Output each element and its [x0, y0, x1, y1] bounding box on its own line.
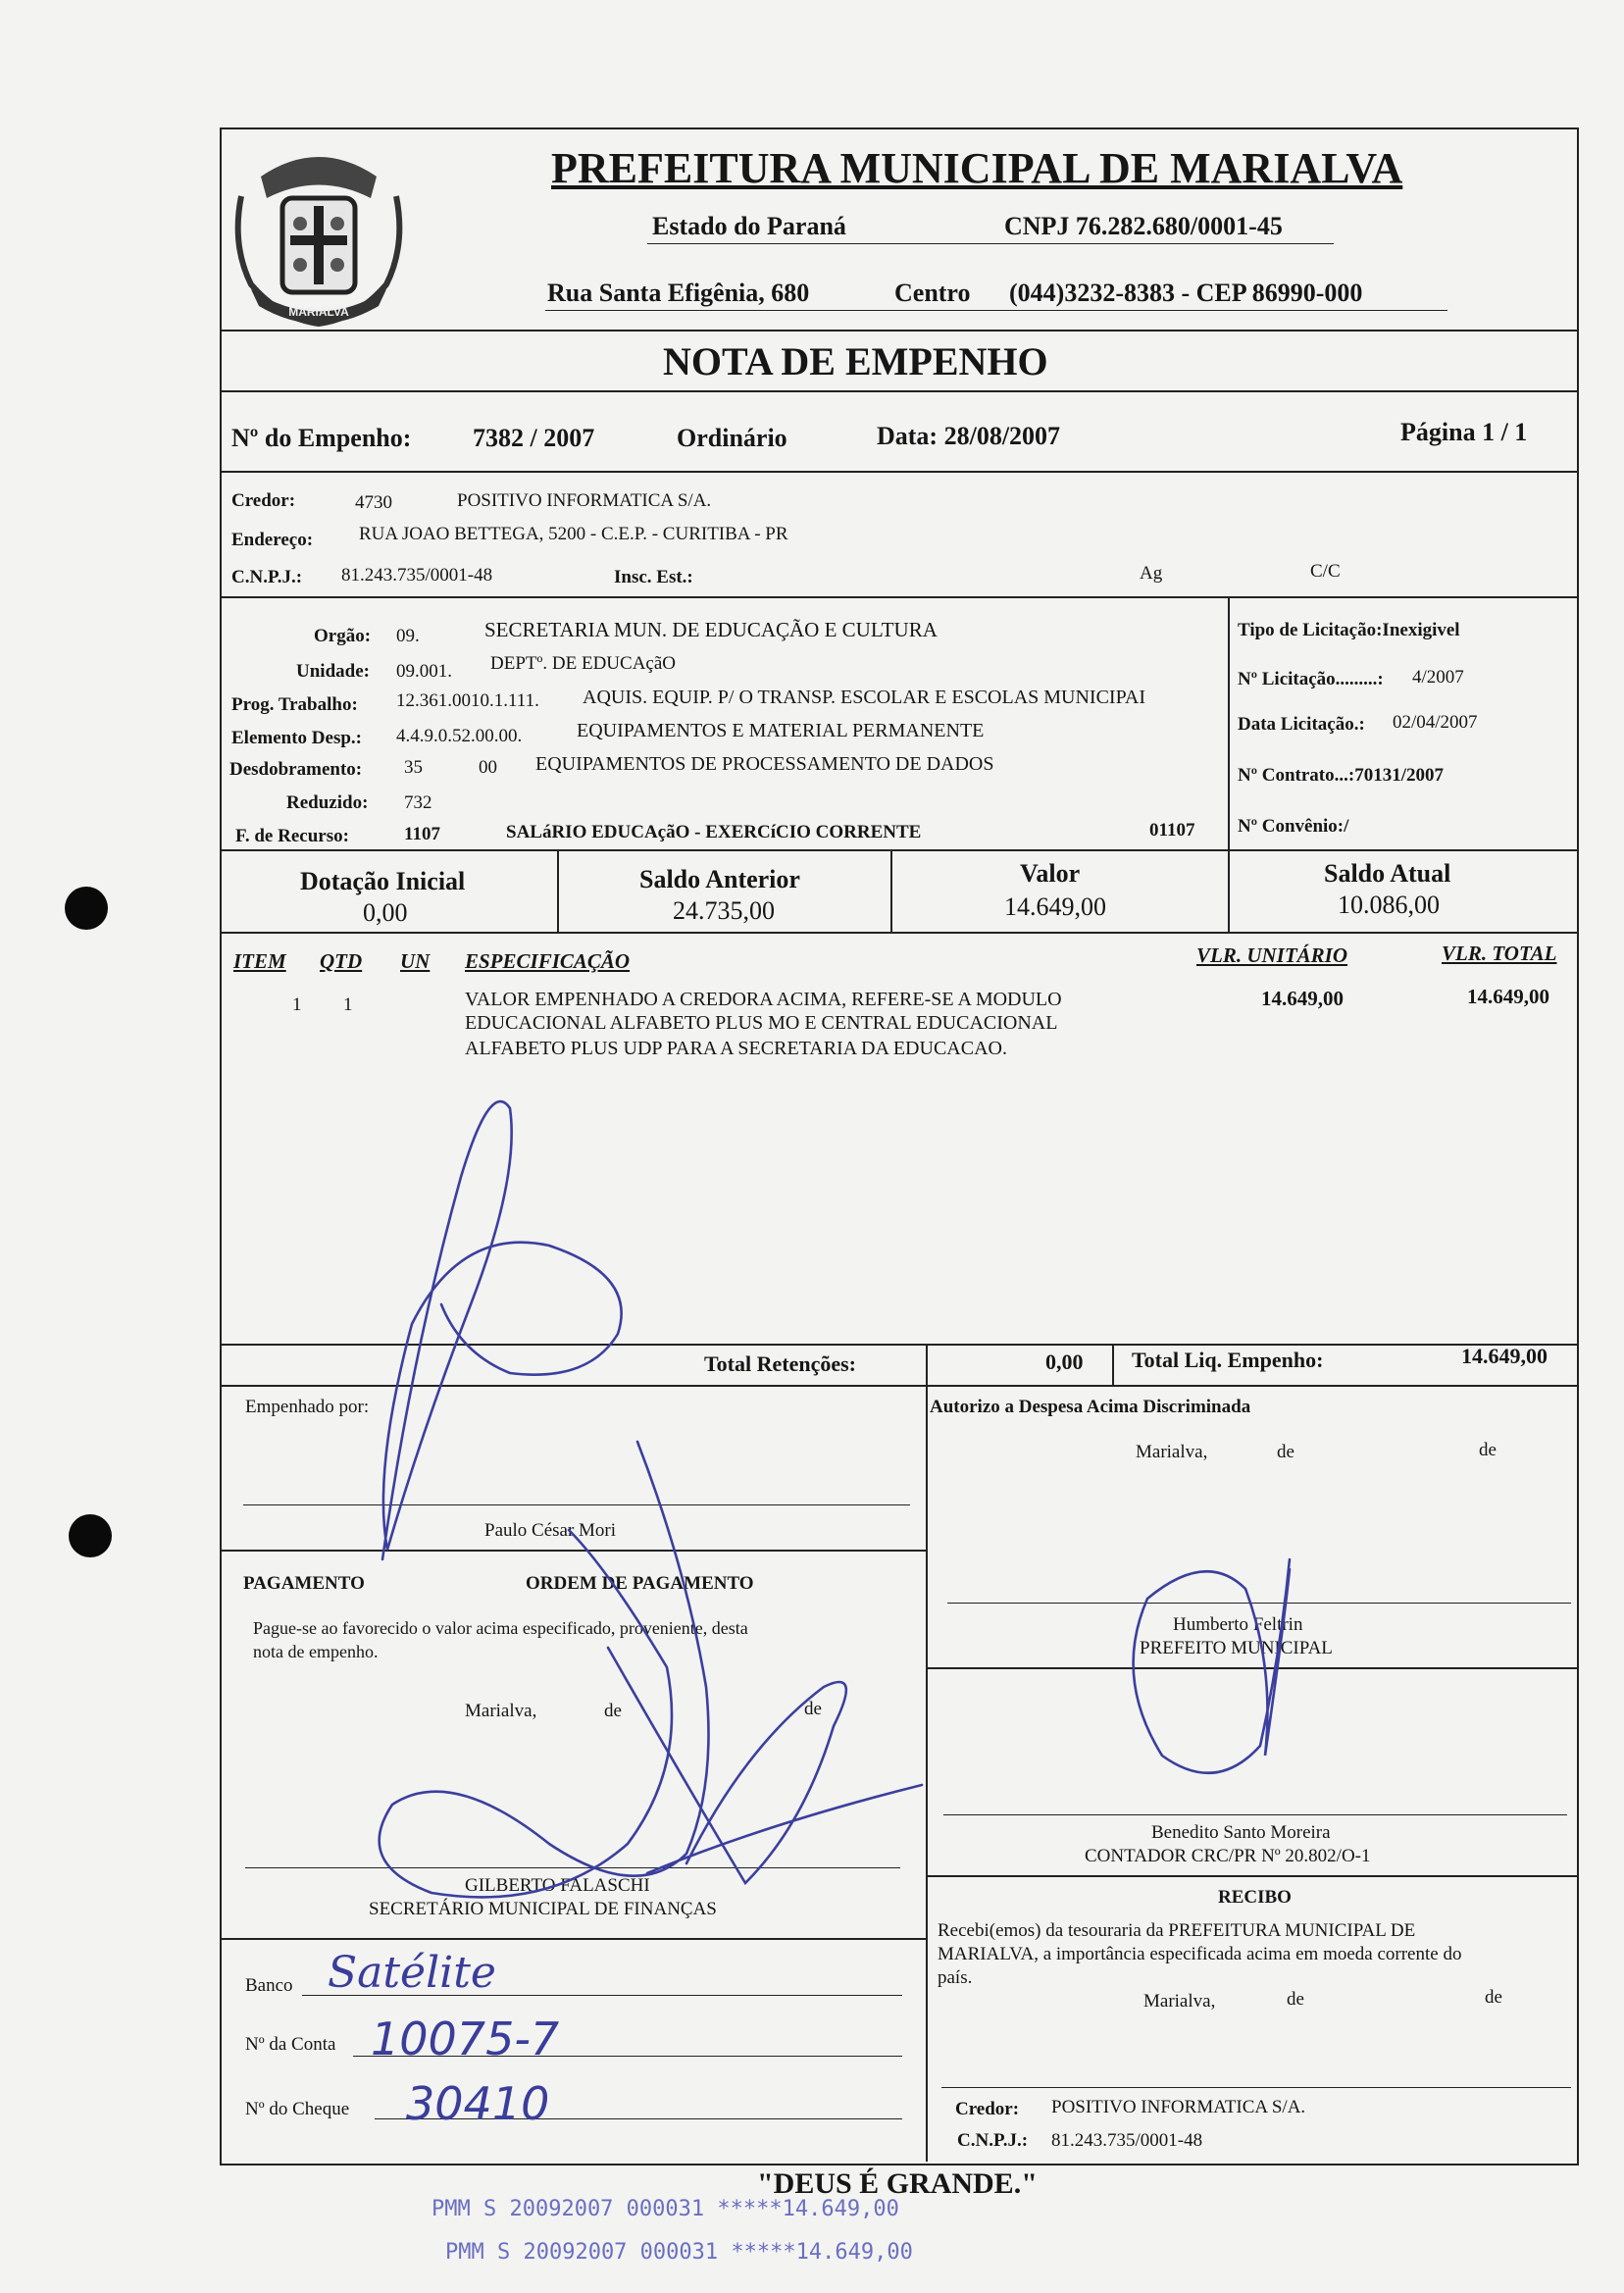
banco-handwritten: Satélite: [328, 1948, 496, 1998]
empenhado-name: Paulo César Mori: [484, 1520, 617, 1541]
finance-secretary-name: GILBERTO FALASCHI: [465, 1875, 650, 1896]
total-liq-label: Total Liq. Empenho:: [1132, 1348, 1324, 1372]
empenho-type: Ordinário: [677, 424, 787, 452]
recibo-de2: de: [1485, 1987, 1502, 2008]
desdobramento-desc: EQUIPAMENTOS DE PROCESSAMENTO DE DADOS: [535, 753, 994, 775]
signature-prefeito: [1134, 1559, 1290, 1773]
state-name: Estado do Paraná: [652, 212, 846, 240]
tipo-licitacao: Tipo de Licitação:Inexigivel: [1238, 620, 1460, 640]
recibo-credor-name: POSITIVO INFORMATICA S/A.: [1051, 2097, 1306, 2117]
document-title: NOTA DE EMPENHO: [663, 339, 1048, 383]
elemento-desc: EQUIPAMENTOS E MATERIAL PERMANENTE: [577, 720, 985, 741]
pagamento-label: PAGAMENTO: [243, 1573, 365, 1594]
autorizo-de2: de: [1479, 1440, 1497, 1460]
finance-secretary-title: SECRETÁRIO MUNICIPAL DE FINANÇAS: [369, 1899, 717, 1919]
spec-header: ESPECIFICAÇÃO: [465, 949, 631, 973]
recibo-de1: de: [1287, 1989, 1304, 2010]
total-retencoes-label: Total Retenções:: [704, 1351, 856, 1376]
reduzido-label: Reduzido:: [286, 792, 369, 813]
unidade-label: Unidade:: [296, 661, 370, 682]
municipality-cnpj: CNPJ 76.282.680/0001-45: [1004, 212, 1283, 240]
item-spec-line3: ALFABETO PLUS UDP PARA A SECRETARIA DA EDUCACAO.: [465, 1038, 1007, 1059]
pagamento-de2: de: [804, 1699, 822, 1719]
cnpj-label: C.N.P.J.:: [231, 567, 303, 587]
item-spec-line1: VALOR EMPENHADO A CREDORA ACIMA, REFERE-SE A MODULO: [465, 989, 1062, 1010]
credor-label: Credor:: [231, 490, 296, 511]
prog-trabalho-label: Prog. Trabalho:: [231, 694, 358, 715]
recurso-desc: SALáRIO EDUCAçãO - EXERCíCIO CORRENTE: [506, 822, 922, 842]
signature-secretario: [380, 1442, 922, 1897]
recurso-number: 01107: [1149, 820, 1195, 841]
total-value-header: VLR. TOTAL: [1442, 942, 1557, 965]
signature-empenhador: [382, 1101, 622, 1559]
accountant-title: CONTADOR CRC/PR Nº 20.802/O-1: [1085, 1846, 1371, 1866]
credor-name: POSITIVO INFORMATICA S/A.: [457, 490, 712, 511]
recurso-label: F. de Recurso:: [235, 826, 349, 846]
recibo-text-line2: MARIALVA, a importância especificada acima em moeda corrente do: [938, 1944, 1462, 1964]
elemento-code: 4.4.9.0.52.00.00.: [396, 726, 523, 746]
agency-label: Ag: [1140, 563, 1163, 584]
recibo-text-line1: Recebi(emos) da tesouraria da PREFEITURA MUNICIPAL DE: [938, 1920, 1416, 1941]
conta-label: Nº da Conta: [245, 2034, 336, 2055]
dotacao-inicial-label: Dotação Inicial: [300, 867, 466, 895]
conta-handwritten: 10075-7: [371, 2013, 560, 2065]
prog-trabalho-code: 12.361.0010.1.111.: [396, 690, 539, 711]
contrato-number: Nº Contrato...:70131/2007: [1238, 765, 1444, 786]
account-label: C/C: [1310, 561, 1341, 582]
banco-label: Banco: [245, 1975, 293, 1996]
valor-value: 14.649,00: [1004, 892, 1106, 921]
saldo-atual-label: Saldo Atual: [1324, 859, 1451, 888]
mayor-title: PREFEITO MUNICIPAL: [1140, 1638, 1333, 1658]
licitacao-number-label: Nº Licitação.........:: [1238, 669, 1384, 689]
orgao-name: SECRETARIA MUN. DE EDUCAÇÃO E CULTURA: [484, 618, 938, 641]
licitacao-date-label: Data Licitação.:: [1238, 714, 1365, 735]
recibo-cnpj-label: C.N.P.J.:: [957, 2130, 1029, 2151]
prog-trabalho-desc: AQUIS. EQUIP. P/ O TRANSP. ESCOLAR E ESCOLAS MUNICIPAI: [583, 687, 1145, 708]
valor-label: Valor: [1020, 859, 1081, 888]
ordem-pagamento-label: ORDEM DE PAGAMENTO: [526, 1573, 754, 1594]
pagamento-city: Marialva,: [465, 1701, 537, 1721]
unidade-code: 09.001.: [396, 661, 452, 682]
page-number: Página 1 / 1: [1400, 418, 1528, 446]
unit-value-header: VLR. UNITÁRIO: [1196, 943, 1348, 967]
item-spec-line2: EDUCACIONAL ALFABETO PLUS MO E CENTRAL EDUCACIONAL: [465, 1012, 1058, 1034]
empenho-number: 7382 / 2007: [473, 424, 595, 452]
un-header: UN: [400, 949, 431, 973]
district: Centro: [894, 279, 971, 307]
pagamento-text-line2: nota de empenho.: [253, 1642, 379, 1661]
item-header: ITEM: [233, 949, 286, 973]
reduzido-value: 732: [404, 792, 432, 813]
empenho-number-label: Nº do Empenho:: [231, 424, 412, 452]
licitacao-date: 02/04/2007: [1393, 712, 1478, 733]
qtd-header: QTD: [320, 949, 363, 973]
desdobramento-label: Desdobramento:: [229, 759, 363, 780]
saldo-anterior-value: 24.735,00: [673, 896, 775, 925]
saldo-atual-value: 10.086,00: [1338, 891, 1440, 919]
dotacao-inicial-value: 0,00: [363, 898, 408, 927]
autorizo-city: Marialva,: [1136, 1442, 1208, 1462]
licitacao-number: 4/2007: [1412, 667, 1464, 688]
desdobramento-a: 35: [404, 757, 423, 778]
cheque-stamp: PMM S 20092007 000031 *****14.649,00: [431, 2197, 899, 2221]
page-title: PREFEITURA MUNICIPAL DE MARIALVA: [551, 144, 1403, 192]
empenho-date: Data: 28/08/2007: [877, 422, 1061, 450]
endereco-label: Endereço:: [231, 530, 314, 550]
desdobramento-b: 00: [479, 757, 497, 778]
elemento-label: Elemento Desp.:: [231, 728, 362, 748]
saldo-anterior-label: Saldo Anterior: [639, 865, 800, 893]
credor-code: 4730: [355, 492, 392, 513]
pagamento-de1: de: [604, 1701, 622, 1721]
item-number: 1: [292, 994, 302, 1015]
phone-cep: (044)3232-8383 - CEP 86990-000: [1009, 279, 1363, 307]
credor-cnpj: 81.243.735/0001-48: [341, 565, 493, 586]
recibo-cnpj: 81.243.735/0001-48: [1051, 2130, 1203, 2151]
cheque-stamp: PMM S 20092007 000031 *****14.649,00: [445, 2240, 913, 2265]
crest-text: MARIALVA: [288, 305, 349, 319]
total-retencoes-value: 0,00: [1045, 1350, 1084, 1374]
orgao-label: Orgão:: [314, 626, 372, 646]
recibo-credor-label: Credor:: [955, 2099, 1020, 2119]
street-address: Rua Santa Efigênia, 680: [547, 279, 810, 307]
orgao-code: 09.: [396, 626, 420, 646]
item-qtd: 1: [343, 994, 353, 1015]
footer-motto: "DEUS É GRANDE.": [757, 2167, 1038, 2200]
convenio-number: Nº Convênio:/: [1238, 816, 1349, 837]
item-total-value: 14.649,00: [1467, 985, 1549, 1008]
pagamento-text-line1: Pague-se ao favorecido o valor acima especificado, proveniente, desta: [253, 1618, 748, 1638]
recibo-city: Marialva,: [1143, 1991, 1216, 2012]
autorizo-label: Autorizo a Despesa Acima Discriminada: [930, 1397, 1251, 1417]
unidade-name: DEPTº. DE EDUCAçãO: [490, 653, 676, 674]
empenhado-label: Empenhado por:: [245, 1397, 370, 1417]
total-liq-value: 14.649,00: [1461, 1344, 1548, 1368]
credor-address: RUA JOAO BETTEGA, 5200 - C.E.P. - CURITIBA - PR: [359, 524, 788, 544]
cheque-handwritten: 30410: [406, 2077, 550, 2130]
cheque-label: Nº do Cheque: [245, 2099, 350, 2119]
recibo-title: RECIBO: [1218, 1887, 1292, 1908]
recurso-code: 1107: [404, 824, 440, 844]
recibo-text-line3: país.: [938, 1967, 973, 1988]
accountant-name: Benedito Santo Moreira: [1151, 1822, 1331, 1843]
item-unit-value: 14.649,00: [1261, 987, 1344, 1010]
mayor-name: Humberto Feltrin: [1173, 1614, 1303, 1635]
insc-est-label: Insc. Est.:: [614, 567, 693, 587]
autorizo-de1: de: [1277, 1442, 1294, 1462]
